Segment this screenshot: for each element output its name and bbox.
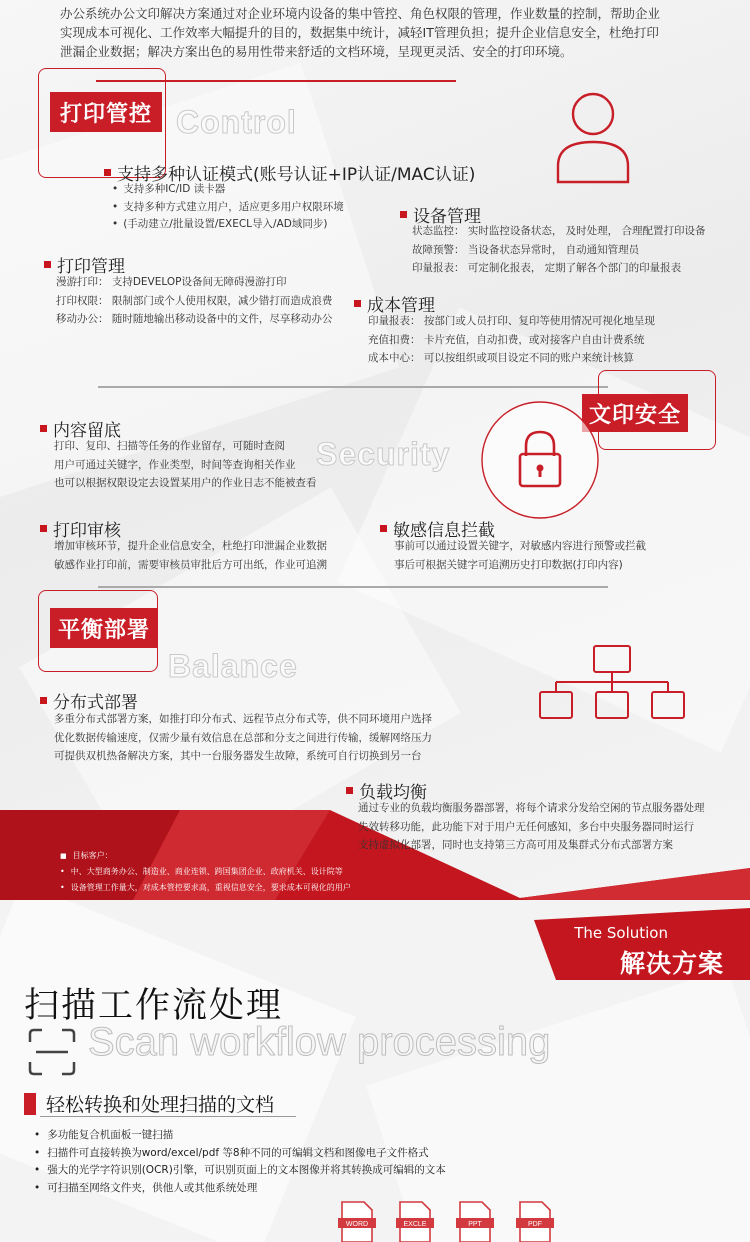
load-balance-row: 失效转移功能，此功能下对于用户无任何感知，多台中央服务器同时运行 (358, 820, 694, 833)
device-row: 印量报表： 可定制化报表， 定期了解各个部门的印量报表 (412, 262, 682, 274)
section-tab-security: 文印安全 (582, 394, 688, 432)
auth-bullet: • 支持多种方式建立用户，适应更多用户权限环境 (112, 199, 344, 217)
retention-title-text: 内容留底 (53, 421, 121, 441)
device-row: 故障预警： 当设备状态异常时， 自动通知管理员 (412, 243, 640, 256)
cost-title-text: 成本管理 (367, 296, 435, 316)
bullet-square (40, 525, 47, 532)
scan-bullet: • 强大的光学字符识别(OCR)引擎，可识别页面上的文本图像并将其转换成可编辑的文本 (34, 1162, 446, 1180)
load-balance-row: 支持虚拟化部署，同时也支持第三方高可用及集群式分布式部署方案 (358, 839, 673, 851)
device-body (412, 222, 706, 278)
distributed-row: 多重分布式部署方案，如推打印分布式、远程节点分布式等，供不同环境用户选择 (54, 713, 432, 725)
solution-cn: 解决方案 (619, 949, 724, 978)
audit-title-text: 打印审核 (53, 521, 121, 541)
load-balance-title-text: 负载均衡 (359, 783, 427, 803)
excel-file-icon (396, 1200, 434, 1242)
print-mgmt-row: 移动办公： 随时随地输出移动设备中的文件，尽享移动办公 (56, 313, 333, 325)
bullet-square (400, 211, 407, 218)
retention-row: 用户可通过关键字，作业类型，时间等查询相关作业 (54, 458, 296, 471)
scan-sub-title: 轻松转换和处理扫描的文档 (46, 1094, 275, 1116)
print-mgmt-title-text: 打印管理 (57, 257, 125, 277)
ghost-word-control: Control (176, 104, 297, 140)
cost-row: 印量报表： 按部门或人员打印、复印等使用情况可视化地呈现 (368, 315, 655, 327)
scan-frame-icon (26, 1026, 78, 1078)
file-type-label: PPT (468, 1221, 482, 1228)
ghost-word-balance: Balance (168, 648, 298, 684)
red-bar-marker (24, 1093, 36, 1115)
scan-sub-underline (40, 1116, 296, 1117)
pdf-file-icon (516, 1200, 554, 1242)
target-item: • 设备管理工作量大，对成本管控要求高，重视信息安全，要求成本可视化的用户 (60, 880, 351, 896)
bullet-square (104, 169, 111, 176)
distributed-row: 优化数据传输速度，仅需少量有效信息在总部和分支之间进行传输，缓解网络压力 (54, 731, 432, 744)
section-divider (98, 386, 608, 388)
cost-row: 充值扣费： 卡片充值，自动扣费，或对接客户自由计费系统 (368, 333, 645, 346)
intro-line: 办公系统办公文印解决方案通过对企业环境内设备的集中管控、角色权限的管理，作业数量的控制，帮助企业 (60, 6, 661, 21)
sensitive-row: 事前可以通过设置关键字，对敏感内容进行预警或拦截 (394, 540, 646, 552)
section-tab-control: 打印管控 (50, 92, 162, 132)
scan-bullet: • 可扫描至网络文件夹，供他人或其他系统处理 (34, 1180, 446, 1198)
distributed-body (54, 710, 432, 766)
load-balance-body (358, 799, 705, 855)
print-mgmt-body (56, 273, 332, 329)
section-divider (98, 586, 608, 588)
bullet-square (354, 300, 361, 307)
auth-bullet: • (手动建立/批量设置/EXECL导入/AD域同步) (112, 216, 344, 234)
scan-bullet: • 扫描件可直接转换为word/excel/pdf 等8种不同的可编辑文档和图像电子文件格式 (34, 1145, 446, 1163)
distributed-title-text: 分布式部署 (53, 693, 138, 713)
scan-sub-heading (24, 1090, 274, 1117)
sensitive-body (394, 537, 646, 574)
audit-body (54, 537, 327, 574)
audit-row: 增加审核环节，提升企业信息安全，杜绝打印泄漏企业数据 (54, 540, 327, 552)
distributed-row: 可提供双机热备解决方案，其中一台服务器发生故障，系统可自行切换到另一台 (54, 750, 422, 762)
audit-row: 敏感作业打印前，需要审核员审批后方可出纸，作业可追溯 (54, 558, 327, 571)
intro-line: 泄漏企业数据；解决方案出色的易用性带来舒适的文档环境，呈现更灵活、安全的打印环境。 (60, 44, 573, 59)
auth-title-text: 支持多种认证模式(账号认证+IP认证/MAC认证) (117, 165, 476, 185)
target-item: • 中、大型商务办公、制造业、商业连锁、跨国集团企业、政府机关、设计院等 (60, 864, 351, 880)
bullet-square (380, 525, 387, 532)
bullet-square (40, 425, 47, 432)
bullet-square (346, 787, 353, 794)
section-tab-balance: 平衡部署 (50, 608, 158, 648)
retention-row: 打印、复印、扫描等任务的作业留存，可随时查阅 (54, 440, 285, 452)
ghost-word-security: Security (316, 436, 451, 472)
bullet-square (44, 261, 51, 268)
file-type-label: EXCLE (403, 1221, 427, 1228)
user-icon (548, 86, 638, 186)
target-customers (60, 848, 351, 896)
solution-en: The Solution (574, 924, 668, 942)
control-tab-topline (96, 80, 456, 82)
auth-bullets (112, 181, 344, 234)
auth-bullet: • 支持多种IC/ID 读卡器 (112, 181, 344, 199)
scan-title: 扫描工作流处理 (24, 986, 284, 1026)
lock-icon (478, 398, 602, 522)
retention-row: 也可以根据权限设定去设置某用户的作业日志不能被查看 (54, 477, 317, 489)
file-type-label: WORD (345, 1221, 369, 1228)
scan-bullets (34, 1127, 446, 1197)
sensitive-row: 事后可根据关键字可追溯历史打印数据(打印内容) (394, 558, 623, 571)
print-mgmt-row: 打印权限： 限制部门或个人使用权限，减少错打而造成浪费 (56, 294, 333, 307)
load-balance-row: 通过专业的负载均衡服务器部署，将每个请求分发给空闲的节点服务器处理 (358, 802, 705, 814)
cost-body (368, 312, 655, 368)
scan-ghost-word: Scan workflow processing (88, 1020, 551, 1064)
word-file-icon (338, 1200, 376, 1242)
file-type-label: PDF (528, 1221, 542, 1228)
print-mgmt-row: 漫游打印： 支持DEVELOP设备间无障碍漫游打印 (56, 276, 287, 288)
sensitive-title-text: 敏感信息拦截 (393, 521, 495, 541)
bullet-square (40, 697, 47, 704)
intro-line: 实现成本可视化、工作效率大幅提升的目的，数据集中统计，减轻IT管理负担；提升企业信息安全，杜绝打印 (60, 25, 659, 40)
network-tree-icon (534, 644, 692, 722)
device-row: 状态监控： 实时监控设备状态， 及时处理， 合理配置打印设备 (412, 225, 706, 237)
cost-row: 成本中心： 可以按组织或项目设定不同的账户来统计核算 (368, 352, 634, 364)
intro-paragraph (60, 4, 700, 61)
device-title-text: 设备管理 (413, 207, 481, 227)
scan-bullet: • 多功能复合机面板一键扫描 (34, 1127, 446, 1145)
retention-body (54, 437, 317, 493)
target-heading: ■ 目标客户： (60, 848, 351, 864)
ppt-file-icon (456, 1200, 494, 1242)
